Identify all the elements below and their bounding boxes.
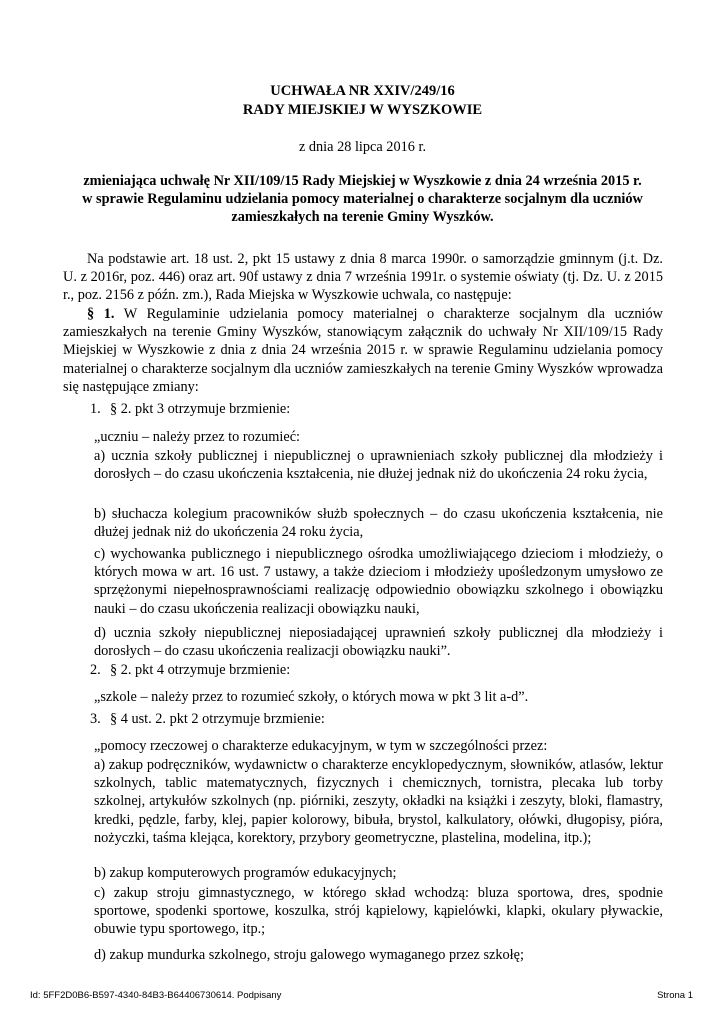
- subject-line-2: w sprawie Regulaminu udzielania pomocy materialnej o charakterze socjalnym dla uczniów: [82, 191, 643, 207]
- resolution-title: UCHWAŁA NR XXIV/249/16: [270, 83, 455, 99]
- item-1-point-d: d) ucznia szkoły niepublicznej nieposiadającej uprawnień szkoły publicznej dla młodzieży i dorosłych – do czasu ukończenia realizacji obowiązku nauki”.: [94, 625, 663, 660]
- page-number-footer: Strona 1: [657, 990, 693, 1001]
- item-1-number: 1.: [90, 401, 101, 417]
- document-id-footer: Id: 5FF2D0B6-B597-4340-84B3-B64406730614. Podpisany: [30, 990, 282, 1001]
- resolution-date: z dnia 28 lipca 2016 r.: [298, 139, 427, 155]
- preamble-paragraph: Na podstawie art. 18 ust. 2, pkt 15 ustawy z dnia 8 marca 1990r. o samorządzie gminnym (j.t. Dz. U. z 2016r, poz. 446) oraz art. 90f ustawy z dnia 7 września 1991r. o systemie oświaty (tj. Dz. U. z 2015 r., poz. 2156 z późn. zm.), Rada Miejska w Wyszkowie uchwala, co następuje:: [63, 251, 663, 304]
- item-2-text: § 2. pkt 4 otrzymuje brzmienie:: [110, 662, 291, 678]
- item-3-point-a: a) zakup podręczników, wydawnictw o charakterze encyklopedycznym, słowników, atlasów, lektur szkolnych, tablic matematycznych, fizycznych i chemicznych, tornistra, plecaka lub torby szkolnej, artykułów szkolnych (np. piórniki, zeszyty, okładki na książki i zeszyty, bloki, flamastry, kredki, pędzle, farby, klej, papier kolorowy, bibuła, brystol, kalkulatory, ołówki, długopisy, pióra, nożyczki, taśma klejąca, korektory, przybory geometryczne, plastelina, modelina, itp.);: [94, 757, 663, 846]
- item-3-point-c: c) zakup stroju gimnastycznego, w którego skład wchodzą: bluza sportowa, dres, spodnie sportowe, spodenki sportowe, koszulka, strój kąpielowy, kąpielówki, klapki, okulary pływackie, obuwie typu sportowego, itp.;: [94, 885, 663, 938]
- subject-line-1: zmieniająca uchwałę Nr XII/109/15 Rady Miejskiej w Wyszkowie z dnia 24 września 2015 r.: [83, 173, 642, 189]
- section-1-text: W Regulaminie udzielania pomocy materialnej o charakterze socjalnym dla uczniów zamieszkałych na terenie Gminy Wyszków, stanowiącym załącznik do uchwały Nr XII/109/15 Rady Miejskiej w Wyszkowie z dnia z dnia 24 września 2015 r. w sprawie Regulaminu udzielania pomocy materialnej o charakterze socjalnym dla uczniów zamieszkałych na terenie Gminy Wyszków wprowadza się następujące zmiany:: [63, 306, 663, 395]
- subject-line-3: zamieszkałych na terenie Gminy Wyszków.: [231, 209, 494, 225]
- item-3-quote: „pomocy rzeczowej o charakterze edukacyjnym, w tym w szczególności przez:: [94, 738, 548, 754]
- council-name: RADY MIEJSKIEJ W WYSZKOWIE: [242, 102, 483, 118]
- section-1-paragraph: [63, 305, 663, 396]
- item-1-quote: „uczniu – należy przez to rozumieć:: [94, 429, 301, 445]
- item-2-quote: „szkole – należy przez to rozumieć szkoły, o których mowa w pkt 3 lit a-d”.: [94, 689, 529, 705]
- item-1-text: § 2. pkt 3 otrzymuje brzmienie:: [110, 401, 291, 417]
- item-1-point-c: c) wychowanka publicznego i niepublicznego ośrodka umożliwiającego dzieciom i młodzieży, o których mowa w art. 16 ust. 7 ustawy, a także dzieciom i młodzieży upośledzonym umysłowo ze sprzężonymi niepełnosprawnościami realizację odpowiednio obowiązku szkolnego i obowiązku nauki – do czasu ukończenia realizacji obowiązku nauki,: [94, 546, 663, 617]
- item-3-text: § 4 ust. 2. pkt 2 otrzymuje brzmienie:: [110, 711, 325, 727]
- item-3-point-d: d) zakup mundurka szkolnego, stroju galowego wymaganego przez szkołę;: [94, 947, 524, 963]
- item-3-number: 3.: [90, 711, 101, 727]
- item-2-number: 2.: [90, 662, 101, 678]
- item-1-point-b: b) słuchacza kolegium pracowników służb społecznych – do czasu ukończenia kształcenia, nie dłużej jednak niż do ukończenia 24 roku życia,: [94, 506, 663, 541]
- item-3-point-b: b) zakup komputerowych programów edukacyjnych;: [94, 865, 397, 881]
- item-1-point-a: a) ucznia szkoły publicznej i niepublicznej o uprawnieniach szkoły publicznej dla młodzieży i dorosłych – do czasu ukończenia kształcenia, nie dłużej jednak niż do ukończenia 24 roku życia,: [94, 448, 663, 483]
- section-1-label: § 1.: [87, 306, 115, 322]
